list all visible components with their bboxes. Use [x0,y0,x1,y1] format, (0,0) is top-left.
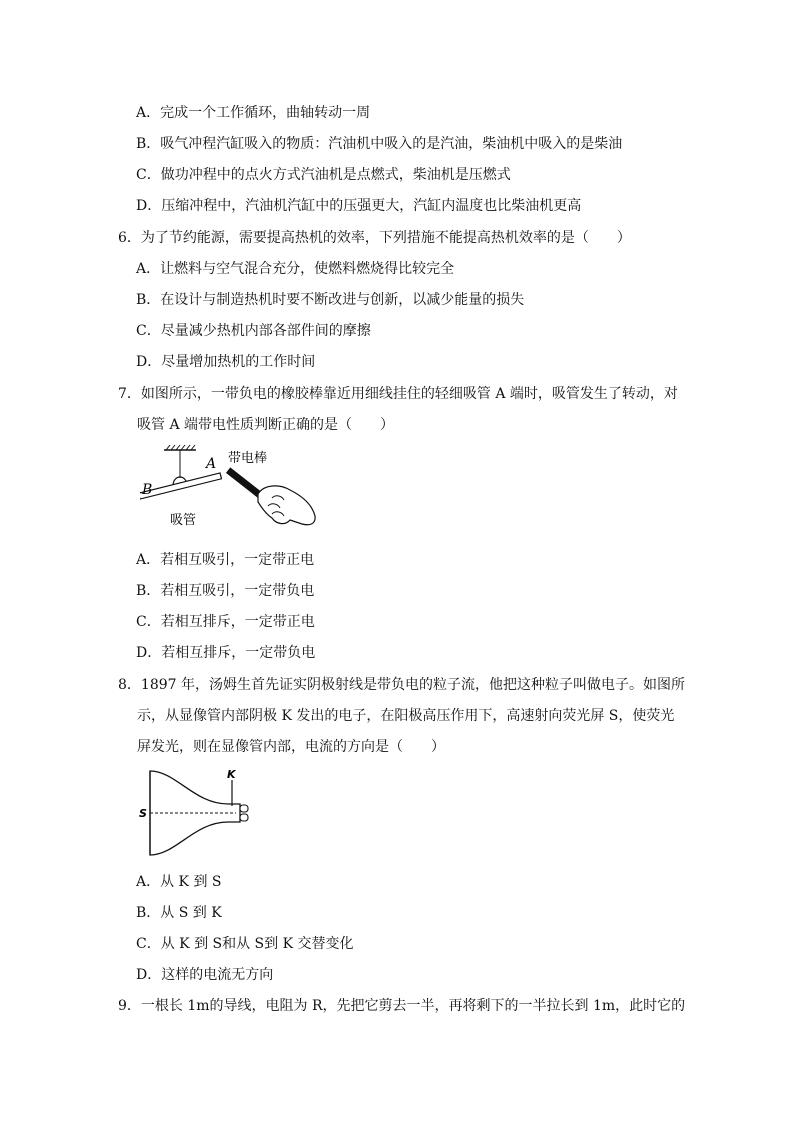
q7-option-c: C．若相互排斥，一定带正电 [136,614,315,630]
label-s: S [139,807,147,820]
label-b: B [142,482,153,498]
q6-stem: 6．为了节约能源，需要提高热机的效率，下列措施不能提高热机效率的是（ ） [118,230,631,246]
q6-option-d: D．尽量增加热机的工作时间 [136,354,316,370]
q8-option-b: B．从 S 到 K [136,905,222,921]
q7-option-d: D．若相互排斥，一定带负电 [136,645,316,661]
q7-option-a: A．若相互吸引，一定带正电 [136,552,315,568]
q7-stem-line-2: 吸管 A 端带电性质判断正确的是（ ） [137,417,395,433]
q7-stem-line-1: 7．如图所示，一带负电的橡胶棒靠近用细线挂住的轻细吸管 A 端时，吸管发生了转动，对 [118,386,678,402]
q5-option-b: B．吸气冲程汽缸吸入的物质：汽油机中吸入的是汽油，柴油机中吸入的是柴油 [136,136,623,152]
q9-stem: 9．一根长 1m的导线，电阻为 R，先把它剪去一半，再将剩下的一半拉长到 1m，此时它的 [118,998,686,1014]
straw-rod-figure [140,444,325,536]
label-a: A [206,456,217,472]
label-charged-rod: 带电棒 [228,451,268,466]
q8-option-d: D．这样的电流无方向 [136,967,274,983]
crt-figure [136,766,256,860]
q5-option-c: C．做功冲程中的点火方式汽油机是点燃式，柴油机是压燃式 [136,167,511,183]
q5-option-d: D．压缩冲程中，汽油机汽缸中的压强更大，汽缸内温度也比柴油机更高 [136,198,582,214]
q6-option-c: C．尽量减少热机内部各部件间的摩擦 [136,323,371,339]
straw-rod-diagram [140,444,325,536]
label-k: K [227,768,236,781]
q8-stem-line-3: 屏发光，则在显像管内部，电流的方向是（ ） [137,739,445,755]
label-straw: 吸管 [170,513,197,528]
q6-option-b: B．在设计与制造热机时要不断改进与创新，以减少能量的损失 [136,292,525,308]
q8-stem-line-2: 示，从显像管内部阴极 K 发出的电子，在阳极高压作用下，高速射向荧光屏 S，使荧光 [137,708,675,724]
crt-diagram [136,766,256,860]
q8-option-a: A．从 K 到 S [136,874,222,890]
q5-option-a: A．完成一个工作循环，曲轴转动一周 [136,105,371,121]
q8-stem-line-1: 8．1897 年，汤姆生首先证实阴极射线是带负电的粒子流，他把这种粒子叫做电子。如图所 [118,677,685,693]
q8-option-c: C．从 K 到 S和从 S到 K 交替变化 [136,936,354,952]
q7-option-b: B．若相互吸引，一定带负电 [136,583,315,599]
q6-option-a: A．让燃料与空气混合充分，使燃料燃烧得比较完全 [136,261,455,277]
